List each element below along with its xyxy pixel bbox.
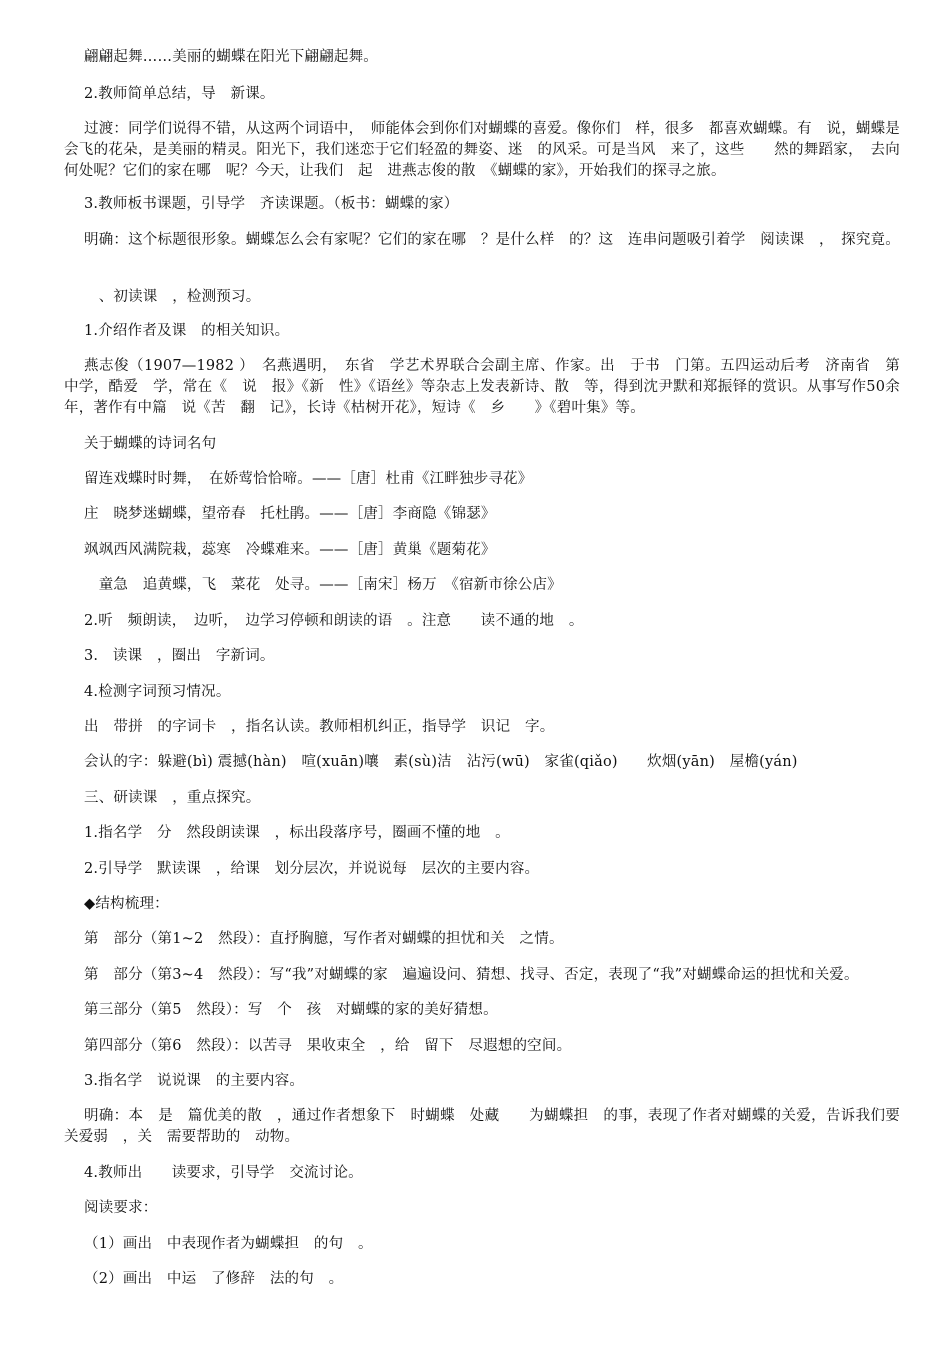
paragraph-word-cards: 出 带拼 的字词卡 ，指名认读。教师相机纠正，指导学 识记 字。: [84, 719, 555, 735]
poem-line-li-shangyin: 庄 晓梦迷蝴蝶，望帝春 托杜鹃。——［唐］李商隐《锦瑟》: [84, 506, 496, 522]
structure-part-4: 第四部分（第6 然段）：以苦寻 果收束全 ，给 留下 尽遐想的空间。: [84, 1038, 572, 1054]
structure-part-2: 第 部分（第3~4 然段）：写“我”对蝴蝶的家 遍遍设问、猜想、找寻、否定，表现了“我”对蝴蝶命运的担忧和关爱。: [84, 967, 859, 983]
structure-part-1: 第 部分（第1~2 然段）：直抒胸臆，写作者对蝴蝶的担忧和关 之情。: [84, 931, 564, 947]
step-author-intro: 1.介绍作者及课 的相关知识。: [84, 323, 290, 339]
paragraph-transition: 过渡：同学们说得不错，从这两个词语中， 师能体会到你们对蝴蝶的喜爱。像你们 样，很多 都喜欢蝴蝶。有 说，蝴蝶是会飞的花朵，是美丽的精灵。阳光下，我们迷恋于它们轻盈的舞姿、迷 的风采。可是当风 来了，这些 然的舞蹈家， 去向何处呢？它们的家在哪 呢？今天，让我们 起 进燕志俊的散 《蝴蝶的家》，开始我们的探寻之旅。: [64, 121, 900, 179]
paragraph-recognized-words: 会认的字：躲避(bì) 震撼(hàn) 喧(xuān)嚷 素(sù)洁 沾污(wū) 家雀(qiǎo) 炊烟(yān) 屋檐(yán): [84, 754, 798, 770]
step-silent-reading: 2.引导学 默读课 ，给课 划分层次，并说说每 层次的主要内容。: [84, 861, 540, 877]
paragraph-clarify-title: 明确：这个标题很形象。蝴蝶怎么会有家呢？它们的家在哪 ？是什么样 的？这 连串问题吸引着学 阅读课 ， 探究竟。: [84, 232, 900, 248]
structure-part-3: 第三部分（第5 然段）：写 个 孩 对蝴蝶的家的美好猜想。: [84, 1002, 498, 1018]
section-heading-first-reading: 、初读课 ，检测预习。: [84, 289, 261, 305]
poem-line-huang-chao: 飒飒西风满院栽，蕊寒 冷蝶难来。——［唐］黄巢《题菊花》: [84, 542, 496, 558]
subheading-butterfly-poems: 关于蝴蝶的诗词名句: [84, 436, 217, 452]
step-listen-audio: 2.听 频朗读， 边听， 边学习停顿和朗读的语 。注意 读不通的地 。: [84, 613, 584, 629]
paragraph-continuation: 翩翩起舞……美丽的蝴蝶在阳光下翩翩起舞。: [84, 49, 378, 65]
subheading-reading-requirements: 阅读要求：: [84, 1200, 158, 1216]
step-read-aloud: 1.指名学 分 然段朗读课 ，标出段落序号，圈画不懂的地 。: [84, 825, 510, 841]
step-summary: 2.教师简单总结，导 新课。: [84, 86, 275, 102]
paragraph-clarify-content: 明确：本 是 篇优美的散 ，通过作者想象下 时蝴蝶 处藏 为蝴蝶担 的事，表现了作者对蝴蝶的关爱，告诉我们要关爱弱 ，关 需要帮助的 动物。: [64, 1108, 900, 1145]
paragraph-author-bio: 燕志俊（1907—1982 ） 名燕遇明， 东省 学艺术界联合会副主席、作家。出 于书 门第。五四运动后考 济南省 第 中学，酷爱 学，常在《 说 报》《新 性》《语丝》等杂志上发表新诗、散 等，得到沈尹默和郑振铎的赏识。从事写作50余年，著作有中篇 说《苦 翻 记》，长诗《枯树开花》，短诗《 乡 》《碧叶集》等。: [64, 358, 915, 416]
step-main-content: 3.指名学 说说课 的主要内容。: [84, 1073, 305, 1089]
subheading-structure: ◆结构梳理：: [84, 896, 169, 912]
step-read-text: 3. 读课 ，圈出 字新词。: [84, 648, 275, 664]
requirement-item-1: （1）画出 中表现作者为蝴蝶担 的句 。: [84, 1236, 373, 1252]
requirement-item-2: （2）画出 中运 了修辞 法的句 。: [84, 1271, 344, 1287]
poem-line-du-fu: 留连戏蝶时时舞， 在娇莺恰恰啼。——［唐］杜甫《江畔独步寻花》: [84, 471, 533, 487]
step-board-title: 3.教师板书课题，引导学 齐读课题。（板书：蝴蝶的家）: [84, 196, 459, 212]
section-heading-study: 三、研读课 ，重点探究。: [84, 790, 261, 806]
step-reading-requirements: 4.教师出 读要求，引导学 交流讨论。: [84, 1165, 363, 1181]
step-check-vocab: 4.检测字词预习情况。: [84, 684, 231, 700]
poem-line-yang-wanli: 童急 追黄蝶，飞 菜花 处寻。——［南宋］杨万 《宿新市徐公店》: [84, 577, 562, 593]
